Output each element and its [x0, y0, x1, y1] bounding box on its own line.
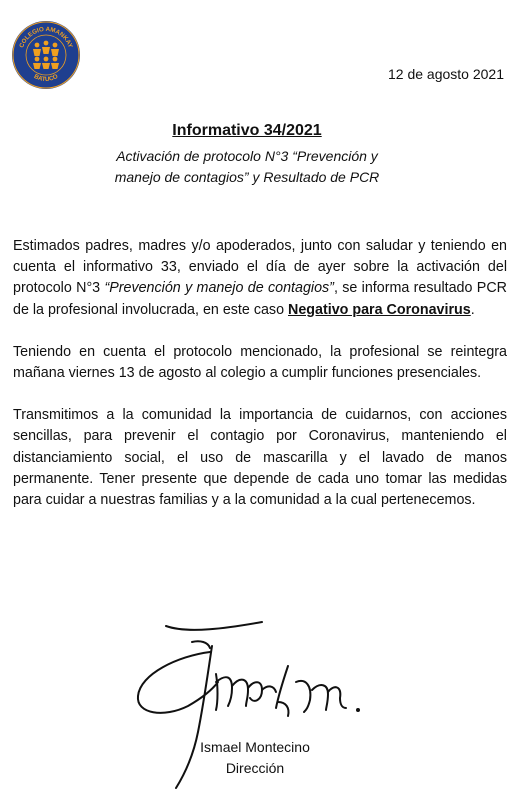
paragraph-1-part-1: Estimados padres, madres y/o apoderados, junto con saludar y teniendo en cuenta el informativo 33, enviado el día de ayer sobre la activación del protocolo N°3 — [13, 238, 507, 297]
signer-name: Ismael Montecino — [200, 739, 310, 755]
school-logo — [10, 19, 82, 91]
subtitle-line-1: Activación de protocolo N°3 “Prevención y — [116, 148, 378, 164]
page-title: Informativo 34/2021 — [172, 122, 322, 139]
paragraph-1-part-3: . — [470, 301, 475, 318]
letter-body — [13, 236, 507, 532]
paragraph-1 — [13, 236, 507, 321]
school-seal-icon — [10, 19, 82, 91]
logo-top-text: COLEGIO AMANKAY — [18, 25, 74, 49]
signer-block — [190, 737, 320, 779]
subtitle-line-2: manejo de contagios” y Resultado de PCR — [114, 169, 380, 185]
document-date: 12 de agosto 2021 — [388, 66, 504, 82]
pcr-result-highlight: Negativo para Coronavirus — [288, 301, 471, 318]
paragraph-2: Teniendo en cuenta el protocolo mencionado, la profesional se reintegra mañana viernes 13 de agosto al colegio a cumplir funciones presenciales. — [13, 343, 507, 382]
logo-bottom-text: BATUCO — [32, 72, 60, 84]
signer-role: Dirección — [225, 760, 285, 776]
paragraph-3: Transmitimos a la comunidad la importancia de cuidarnos, con acciones sencillas, para prevenir el contagio por Coronavirus, manteniendo el distanciamiento social, el uso de mascarilla y el lavado de manos permanente. Tener presente que depende de cada uno tomar las medidas para cuidar a nuestras familias y a la comunidad a la cual pertenecemos. — [13, 407, 507, 509]
paragraph-1-part-2: , se informa resultado PCR de la profesional involucrada, en este caso — [13, 280, 507, 318]
header-block — [0, 122, 494, 188]
paragraph-1-italic: “Prevención y manejo de contagios” — [104, 280, 334, 297]
page-subtitle — [0, 146, 494, 188]
